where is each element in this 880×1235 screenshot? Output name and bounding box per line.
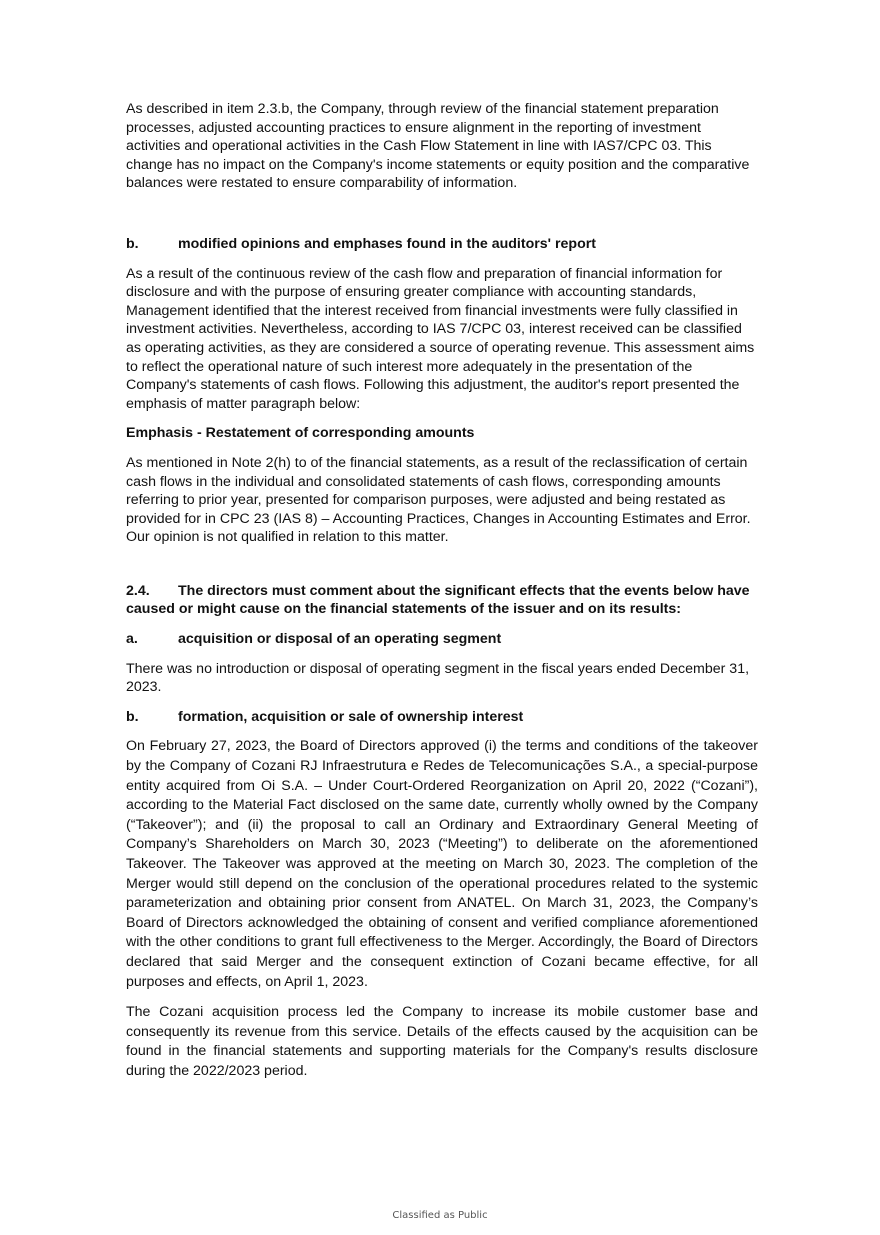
section-b-paragraph: As a result of the continuous review of the cash flow and preparation of financial information for disclosure and with the purpose of ensuring greater compliance with accounting standards, Management identified that the interest received from financial investments were fully classified in investment activities. Nevertheless, according to IAS 7/CPC 03, interest received can be classified as operating activities, as they are considered a source of operating revenue. This assessment aims to reflect the operational nature of such interest more adequately in the presentation of the Company's statements of cash flows. Following this adjustment, the auditor's report presented the emphasis of matter paragraph below:: [126, 265, 755, 412]
intro-paragraph: As described in item 2.3.b, the Company, through review of the financial statement preparation processes, adjusted accounting practices to ensure alignment in the reporting of investment activities and operational activities in the Cash Flow Statement in line with IAS7/CPC 03. This change has no impact on the Company's income statements or equity position and the comparative balances were restated to ensure comparability of information.: [126, 101, 750, 192]
section-b-title: modified opinions and emphases found in the auditors' report: [178, 235, 596, 252]
item-b-paragraph-2: The Cozani acquisition process led the Company to increase its mobile customer base and consequently its revenue from this service. Details of the effects caused by the acquisition can be found in the financial statements and supporting materials for the Company's results disclosure during the 2022/2023 period.: [126, 1004, 758, 1079]
emphasis-paragraph: As mentioned in Note 2(h) to of the financial statements, as a result of the reclassification of certain cash flows in the individual and consolidated statements of cash flows, corresponding amounts referring to prior year, presented for comparison purposes, were adjusted and being restated as provided for in CPC 23 (IAS 8) – Accounting Practices, Changes in Accounting Estimates and Error. Our opinion is not qualified in relation to this matter.: [126, 454, 751, 546]
section-b-marker: b.: [126, 235, 139, 252]
item-a-title: acquisition or disposal of an operating segment: [178, 631, 502, 648]
section-2-4-heading: [126, 582, 758, 619]
document-page: [126, 100, 758, 1082]
item-b-title: formation, acquisition or sale of ownership interest: [178, 708, 524, 725]
section-2-4-title: The directors must comment about the significant effects that the events below have caused or might cause on the financial statements of the issuer and on its results:: [126, 582, 750, 618]
classification-footer: Classified as Public: [392, 1210, 488, 1221]
emphasis-heading: Emphasis - Restatement of corresponding amounts: [126, 425, 475, 442]
section-2-4-marker: 2.4.: [126, 582, 150, 599]
item-a-marker: a.: [126, 631, 138, 648]
item-a-heading: [126, 630, 758, 649]
item-a-paragraph: There was no introduction or disposal of operating segment in the fiscal years ended December 31, 2023.: [126, 660, 750, 696]
item-b-heading: [126, 708, 758, 727]
item-b-paragraph-1: On February 27, 2023, the Board of Directors approved (i) the terms and conditions of the takeover by the Company of Cozani RJ Infraestrutura e Redes de Telecomunicações S.A., a special-purpose entity acquired from Oi S.A. – Under Court-Ordered Reorganization on April 20, 2022 (“Cozani”), according to the Material Fact disclosed on the same date, currently wholly owned by the Company (“Takeover”); and (ii) the proposal to call an Ordinary and Extraordinary General Meeting of Company’s Shareholders on March 30, 2023 (“Meeting”) to deliberate on the aforementioned Takeover. The Takeover was approved at the meeting on March 30, 2023. The completion of the Merger would still depend on the conclusion of the operational procedures related to the systemic parameterization and obtaining prior consent from ANATEL. On March 31, 2023, the Company’s Board of Directors acknowledged the obtaining of consent and verified compliance aforementioned with the other conditions to grant full effectiveness to the Merger. Accordingly, the Board of Directors declared that said Merger and the consequent extinction of Cozani became effective, for all purposes and effects, on April 1, 2023.: [126, 738, 758, 990]
item-b-marker: b.: [126, 708, 139, 725]
section-b-opinions-heading: [126, 235, 758, 254]
